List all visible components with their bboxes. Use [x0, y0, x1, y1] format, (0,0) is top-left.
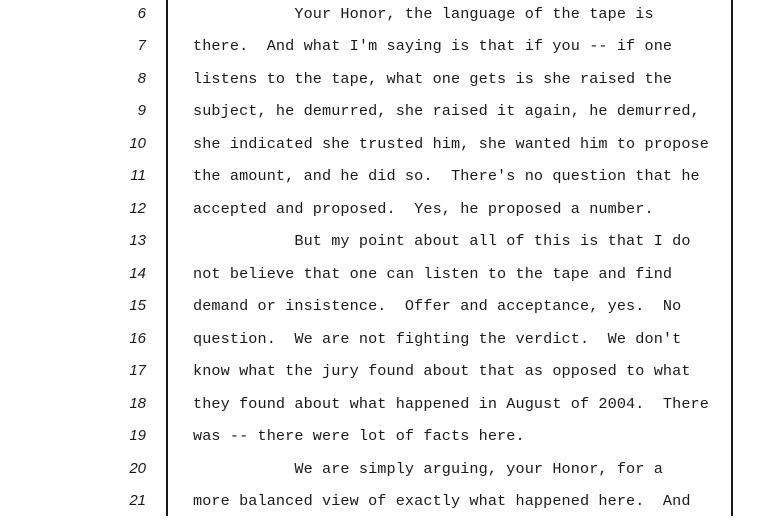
line-text: But my point about all of this is that I do — [193, 232, 691, 250]
transcript-line — [0, 233, 780, 265]
line-number: 8 — [137, 70, 146, 87]
line-text: know what the jury found about that as opposed to what — [193, 362, 691, 380]
line-text: they found about what happened in August of 2004. There — [193, 395, 709, 413]
line-number: 18 — [129, 395, 146, 412]
line-number: 16 — [129, 330, 146, 347]
line-number: 14 — [129, 265, 146, 282]
line-number: 17 — [129, 362, 146, 379]
transcript-line — [0, 493, 780, 525]
line-text: there. And what I'm saying is that if you -- if one — [193, 37, 673, 55]
transcript-line — [0, 6, 780, 38]
line-number: 10 — [129, 135, 146, 152]
line-text: question. We are not fighting the verdict. We don't — [193, 330, 682, 348]
line-number: 19 — [129, 427, 146, 444]
transcript-line — [0, 103, 780, 135]
line-text: demand or insistence. Offer and acceptance, yes. No — [193, 297, 682, 315]
line-text: was -- there were lot of facts here. — [193, 427, 525, 445]
transcript-line — [0, 201, 780, 233]
transcript-line — [0, 428, 780, 460]
line-text: not believe that one can listen to the tape and find — [193, 265, 673, 283]
line-number: 11 — [130, 167, 146, 184]
transcript-line — [0, 266, 780, 298]
line-number: 7 — [137, 37, 146, 54]
transcript-line — [0, 461, 780, 493]
transcript-line — [0, 363, 780, 395]
transcript-line — [0, 38, 780, 70]
transcript-line — [0, 396, 780, 428]
line-text: the amount, and he did so. There's no question that he — [193, 167, 700, 185]
line-number: 12 — [129, 200, 146, 217]
line-number: 9 — [137, 102, 146, 119]
line-text: listens to the tape, what one gets is she raised the — [193, 70, 673, 88]
transcript-line — [0, 331, 780, 363]
line-text: subject, he demurred, she raised it again, he demurred, — [193, 102, 700, 120]
line-number: 21 — [129, 492, 146, 509]
line-number: 20 — [129, 460, 146, 477]
line-text: We are simply arguing, your Honor, for a — [193, 460, 663, 478]
line-number: 13 — [129, 232, 146, 249]
line-number: 6 — [137, 5, 146, 22]
line-text: accepted and proposed. Yes, he proposed a number. — [193, 200, 654, 218]
line-text: more balanced view of exactly what happened here. And — [193, 492, 691, 510]
transcript-line — [0, 136, 780, 168]
line-text: she indicated she trusted him, she wanted him to propose — [193, 135, 709, 153]
transcript-line — [0, 71, 780, 103]
line-number: 15 — [129, 297, 146, 314]
line-text: Your Honor, the language of the tape is — [193, 5, 654, 23]
transcript-line — [0, 298, 780, 330]
transcript-line — [0, 168, 780, 200]
